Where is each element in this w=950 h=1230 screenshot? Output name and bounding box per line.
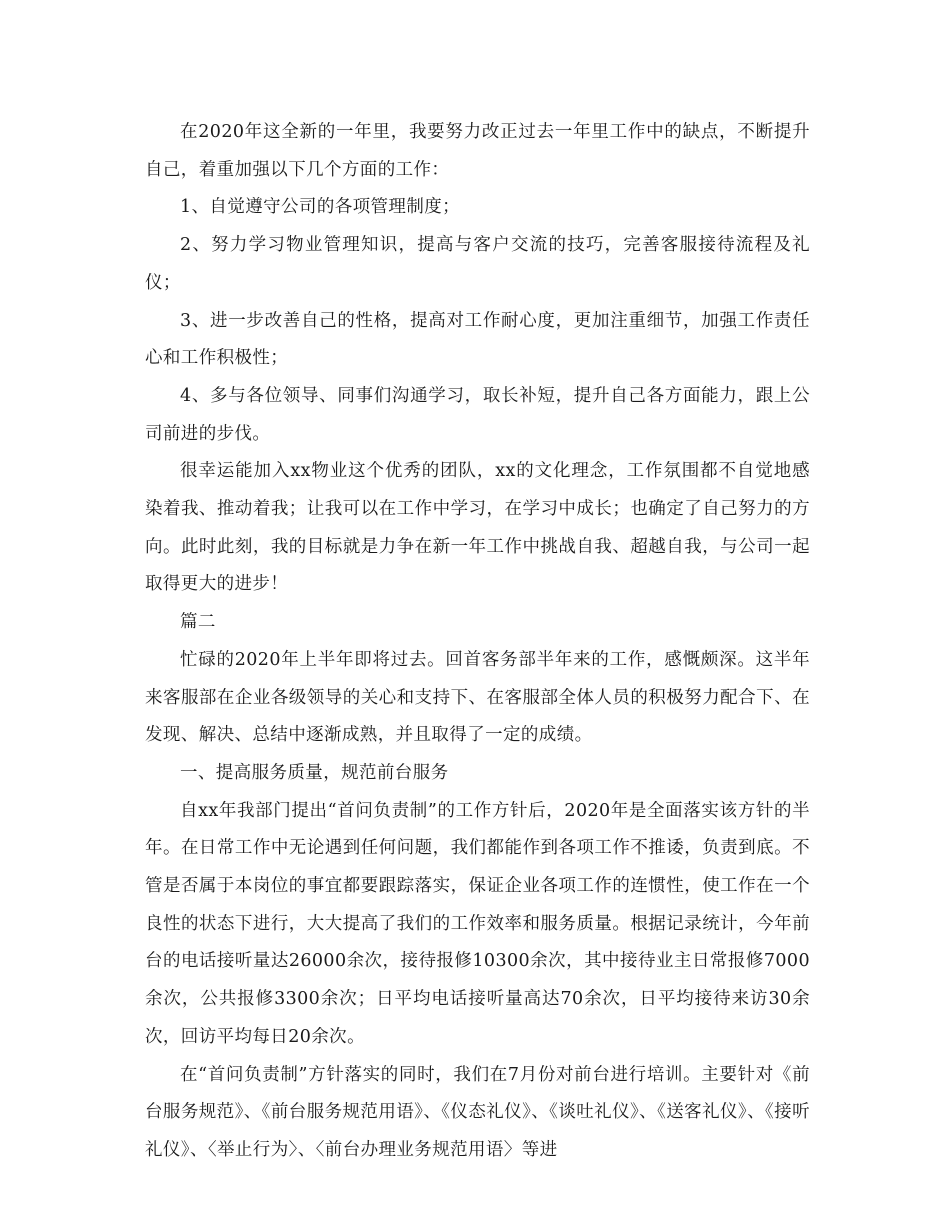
paragraph-first-responsibility: 自xx年我部门提出“首问负责制”的工作方针后，2020年是全面落实该方针的半年。在日常工作中无论遇到任何问题，我们都能作到各项工作不推诿，负责到底。不管是否属于本岗位的事宜都要跟踪落实，保证企业各项工作的连惯性，使工作在一个良性的状态下进行，大大提高了我们的工作效率和服务质量。根据记录统计，今年前台的电话接听量达26000余次，接待报修10300余次，其中接待业主日常报修7000余次，公共报修3300余次；日平均电话接听量高达70余次，日平均接待来访30余次，回访平均每日20余次。: [145, 800, 810, 1047]
paragraph-intro: 在2020年这全新的一年里，我要努力改正过去一年里工作中的缺点，不断提升自己，着重加强以下几个方面的工作：: [145, 122, 810, 180]
section-heading-service-quality: 一、提高服务质量，规范前台服务: [180, 762, 449, 783]
list-item-3: 3、进一步改善自己的性格，提高对工作耐心度，更加注重细节，加强工作责任心和工作积极性；: [145, 310, 810, 369]
section-heading-part-two: 篇二: [180, 612, 216, 633]
list-item-4: 4、多与各位领导、同事们沟通学习，取长补短，提升自己各方面能力，跟上公司前进的步伐。: [145, 385, 810, 444]
paragraph-training: 在“首问负责制”方针落实的同时，我们在7月份对前台进行培训。主要针对《前台服务规范》、《前台服务规范用语》、《仪态礼仪》、《谈吐礼仪》、《送客礼仪》、《接听礼仪》、〈举止行为〉、〈前台办理业务规范用语〉等进: [145, 1064, 810, 1160]
list-item-1: 1、自觉遵守公司的各项管理制度；: [180, 197, 461, 218]
document-body: [145, 114, 810, 1170]
paragraph-closing: 很幸运能加入xx物业这个优秀的团队，xx的文化理念，工作氛围都不自觉地感染着我、推动着我；让我可以在工作中学习，在学习中成长；也确定了自己努力的方向。此时此刻，我的目标就是力争在新一年工作中挑战自我、超越自我，与公司一起取得更大的进步！: [145, 461, 810, 595]
paragraph-review: 忙碌的2020年上半年即将过去。回首客务部半年来的工作，感慨颇深。这半年来客服部在企业各级领导的关心和支持下、在客服部全体人员的积极努力配合下、在发现、解决、总结中逐渐成熟，并且取得了一定的成绩。: [145, 649, 810, 746]
list-item-2: 2、努力学习物业管理知识，提高与客户交流的技巧，完善客服接待流程及礼仪；: [145, 235, 810, 293]
